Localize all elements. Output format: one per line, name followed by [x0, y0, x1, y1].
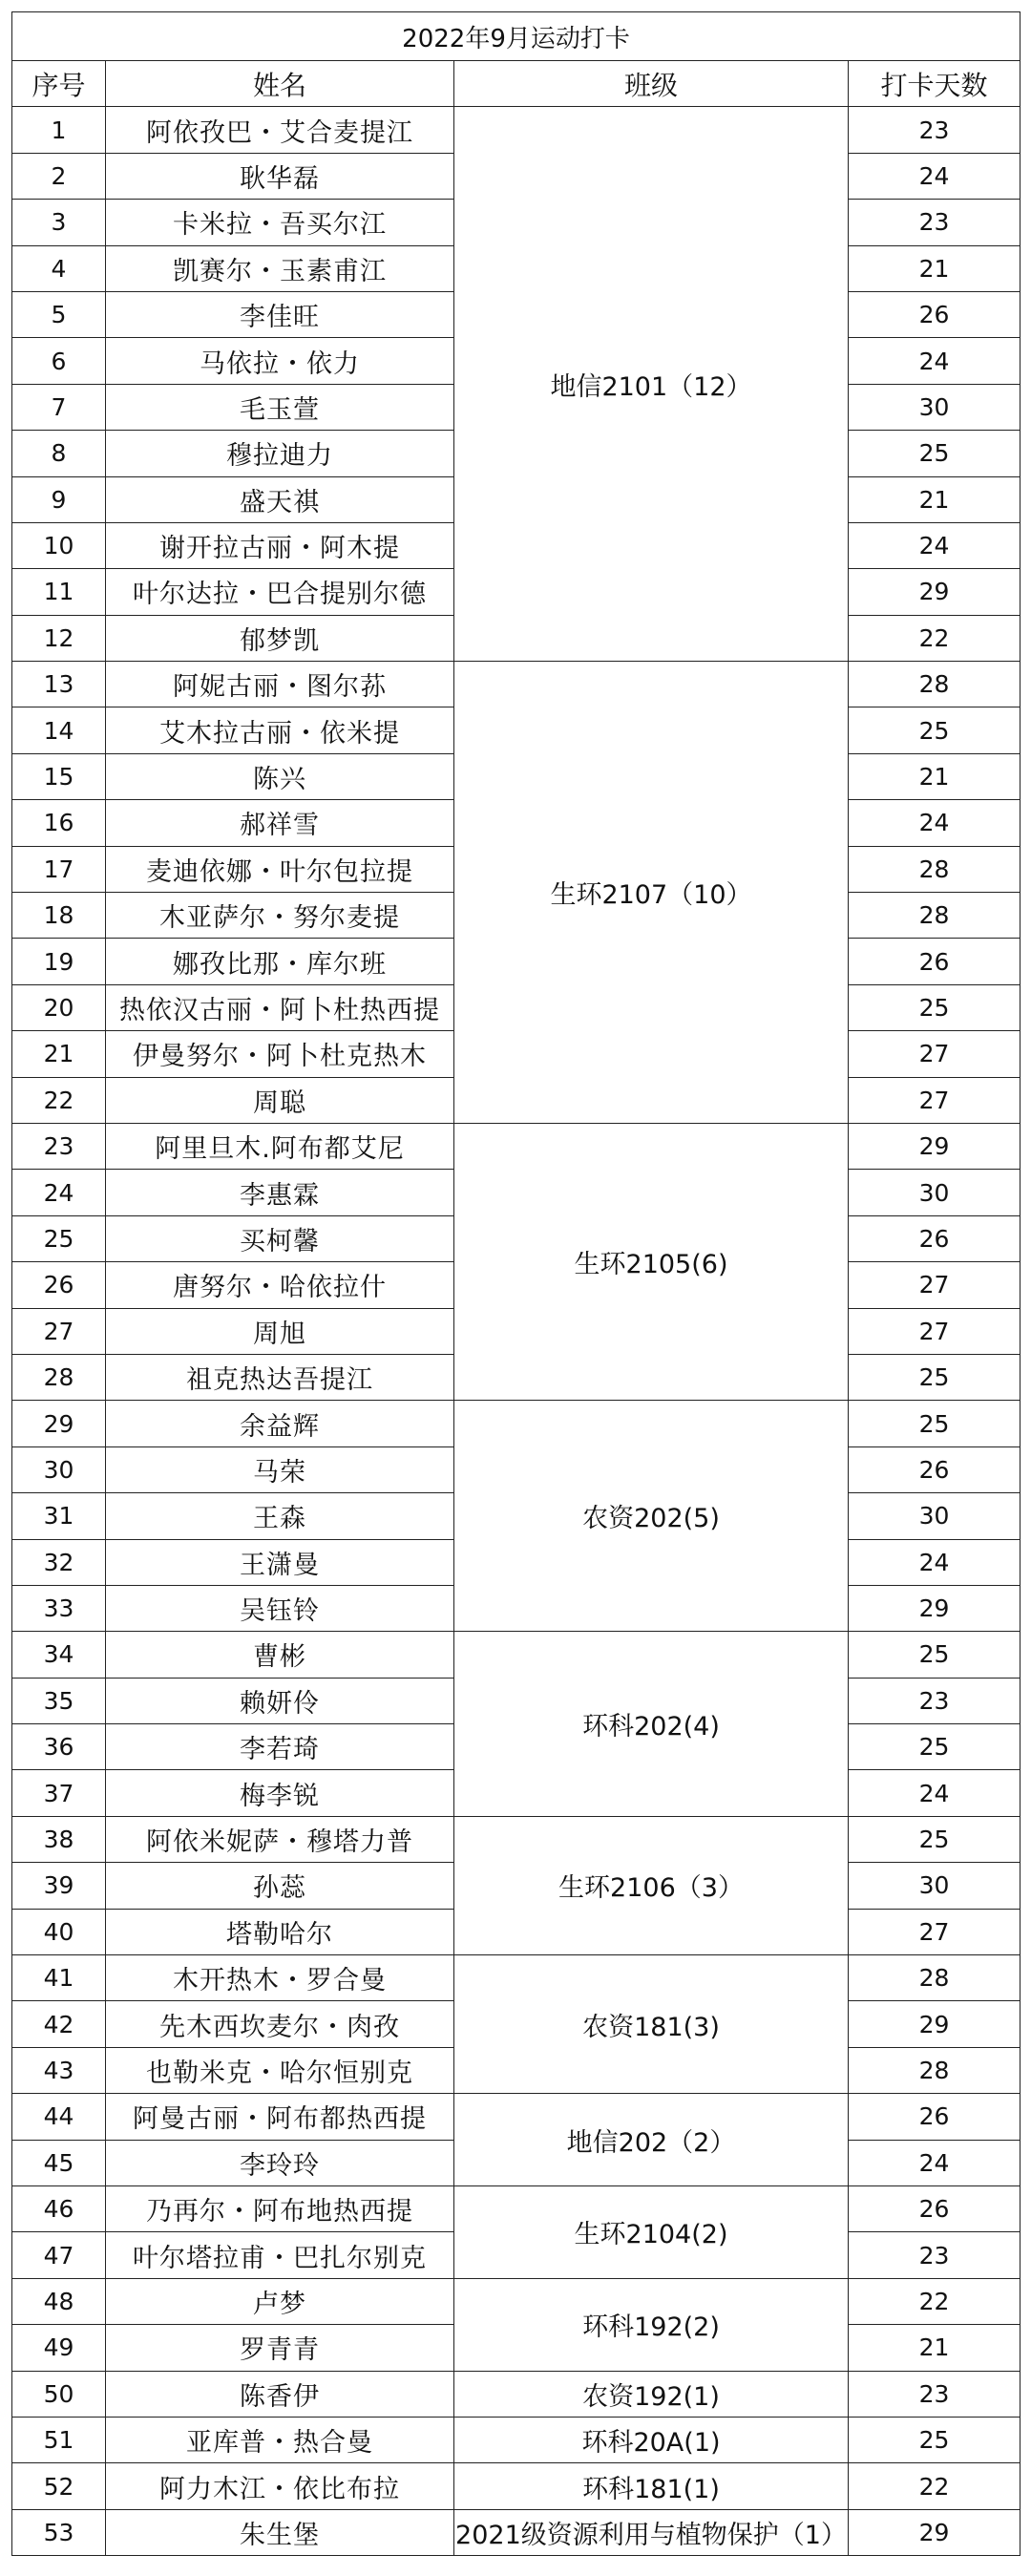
class-name: 2021级资源利用与植物保护（1）	[454, 2509, 849, 2555]
student-name: 王潇曼	[106, 1539, 454, 1585]
student-name: 马依拉・依力	[106, 338, 454, 384]
student-name: 卡米拉・吾买尔江	[106, 200, 454, 245]
row-index: 34	[12, 1632, 106, 1678]
table-row	[12, 662, 1020, 707]
student-name: 买柯馨	[106, 1215, 454, 1261]
row-index: 11	[12, 569, 106, 615]
class-name: 环科181(1)	[454, 2463, 849, 2509]
row-index: 43	[12, 2047, 106, 2093]
row-index: 40	[12, 1909, 106, 1954]
checkin-days: 24	[849, 1770, 1020, 1816]
checkin-days: 22	[849, 2278, 1020, 2324]
table-row	[12, 2185, 1020, 2231]
table-row	[12, 1123, 1020, 1169]
row-index: 44	[12, 2094, 106, 2140]
checkin-days: 26	[849, 1446, 1020, 1492]
checkin-days: 28	[849, 662, 1020, 707]
student-name: 李惠霖	[106, 1170, 454, 1215]
table-row	[12, 2278, 1020, 2324]
row-index: 6	[12, 338, 106, 384]
student-name: 木开热木・罗合曼	[106, 1955, 454, 2001]
checkin-days: 27	[849, 1308, 1020, 1354]
checkin-days: 25	[849, 431, 1020, 476]
header-name: 姓名	[106, 61, 454, 107]
row-index: 22	[12, 1077, 106, 1123]
student-name: 艾木拉古丽・依米提	[106, 707, 454, 753]
table-body	[12, 12, 1020, 2556]
student-name: 周聪	[106, 1077, 454, 1123]
row-index: 35	[12, 1678, 106, 1723]
row-index: 25	[12, 1215, 106, 1261]
class-name: 生环2106（3）	[454, 1816, 849, 1954]
student-name: 也勒米克・哈尔恒别克	[106, 2047, 454, 2093]
class-name: 环科20A(1)	[454, 2417, 849, 2462]
checkin-days: 24	[849, 338, 1020, 384]
row-index: 5	[12, 291, 106, 337]
table-row	[12, 2509, 1020, 2555]
checkin-days: 24	[849, 2140, 1020, 2185]
checkin-days: 26	[849, 291, 1020, 337]
row-index: 14	[12, 707, 106, 753]
student-name: 乃再尔・阿布地热西提	[106, 2185, 454, 2231]
checkin-days: 24	[849, 522, 1020, 568]
table-row	[12, 107, 1020, 153]
student-name: 阿妮古丽・图尔荪	[106, 662, 454, 707]
student-name: 塔勒哈尔	[106, 1909, 454, 1954]
class-name: 生环2104(2)	[454, 2185, 849, 2278]
checkin-days: 21	[849, 753, 1020, 799]
student-name: 阿依米妮萨・穆塔力普	[106, 1816, 454, 1862]
student-name: 阿曼古丽・阿布都热西提	[106, 2094, 454, 2140]
student-name: 周旭	[106, 1308, 454, 1354]
class-name: 农资192(1)	[454, 2371, 849, 2417]
row-index: 36	[12, 1724, 106, 1770]
row-index: 18	[12, 893, 106, 939]
student-name: 热依汉古丽・阿卜杜热西提	[106, 984, 454, 1030]
table-title: 2022年9月运动打卡	[12, 12, 1020, 61]
table-row	[12, 1401, 1020, 1446]
student-name: 阿力木江・依比布拉	[106, 2463, 454, 2509]
row-index: 27	[12, 1308, 106, 1354]
row-index: 8	[12, 431, 106, 476]
row-index: 15	[12, 753, 106, 799]
table-row	[12, 1955, 1020, 2001]
checkin-days: 28	[849, 893, 1020, 939]
student-name: 叶尔达拉・巴合提别尔德	[106, 569, 454, 615]
row-index: 53	[12, 2509, 106, 2555]
row-index: 45	[12, 2140, 106, 2185]
student-name: 毛玉萱	[106, 384, 454, 430]
checkin-days: 25	[849, 1816, 1020, 1862]
row-index: 30	[12, 1446, 106, 1492]
class-name: 农资181(3)	[454, 1955, 849, 2094]
student-name: 马荣	[106, 1446, 454, 1492]
student-name: 耿华磊	[106, 153, 454, 199]
row-index: 41	[12, 1955, 106, 2001]
checkin-days: 22	[849, 615, 1020, 661]
row-index: 7	[12, 384, 106, 430]
table-row	[12, 2094, 1020, 2140]
checkin-days: 29	[849, 1123, 1020, 1169]
row-index: 24	[12, 1170, 106, 1215]
row-index: 39	[12, 1863, 106, 1909]
row-index: 19	[12, 939, 106, 984]
checkin-days: 25	[849, 2417, 1020, 2462]
header-index: 序号	[12, 61, 106, 107]
student-name: 祖克热达吾提江	[106, 1354, 454, 1400]
row-index: 13	[12, 662, 106, 707]
checkin-days: 21	[849, 245, 1020, 291]
checkin-days: 23	[849, 2232, 1020, 2278]
checkin-days: 30	[849, 384, 1020, 430]
student-name: 朱生堡	[106, 2509, 454, 2555]
row-index: 28	[12, 1354, 106, 1400]
checkin-days: 28	[849, 2047, 1020, 2093]
table-row	[12, 2463, 1020, 2509]
student-name: 曹彬	[106, 1632, 454, 1678]
row-index: 33	[12, 1585, 106, 1631]
row-index: 38	[12, 1816, 106, 1862]
student-name: 孙蕊	[106, 1863, 454, 1909]
row-index: 50	[12, 2371, 106, 2417]
checkin-days: 23	[849, 200, 1020, 245]
student-name: 盛天祺	[106, 476, 454, 522]
student-name: 罗青青	[106, 2325, 454, 2371]
row-index: 29	[12, 1401, 106, 1446]
checkin-days: 26	[849, 2185, 1020, 2231]
student-name: 凯赛尔・玉素甫江	[106, 245, 454, 291]
checkin-days: 30	[849, 1170, 1020, 1215]
student-name: 李若琦	[106, 1724, 454, 1770]
row-index: 1	[12, 107, 106, 153]
class-name: 地信2101（12）	[454, 107, 849, 662]
header-row	[12, 61, 1020, 107]
checkin-days: 21	[849, 476, 1020, 522]
student-name: 卢梦	[106, 2278, 454, 2324]
student-name: 先木西坎麦尔・肉孜	[106, 2001, 454, 2047]
student-name: 亚库普・热合曼	[106, 2417, 454, 2462]
student-name: 梅李锐	[106, 1770, 454, 1816]
row-index: 4	[12, 245, 106, 291]
checkin-days: 24	[849, 153, 1020, 199]
checkin-days: 24	[849, 1539, 1020, 1585]
student-name: 余益辉	[106, 1401, 454, 1446]
row-index: 48	[12, 2278, 106, 2324]
student-name: 阿里旦木.阿布都艾尼	[106, 1123, 454, 1169]
checkin-days: 30	[849, 1863, 1020, 1909]
row-index: 26	[12, 1262, 106, 1308]
checkin-days: 25	[849, 1724, 1020, 1770]
row-index: 2	[12, 153, 106, 199]
row-index: 9	[12, 476, 106, 522]
checkin-days: 30	[849, 1493, 1020, 1539]
checkin-days: 23	[849, 107, 1020, 153]
class-name: 地信202（2）	[454, 2094, 849, 2186]
checkin-days: 28	[849, 846, 1020, 892]
row-index: 31	[12, 1493, 106, 1539]
checkin-days: 29	[849, 2509, 1020, 2555]
row-index: 3	[12, 200, 106, 245]
student-name: 赖妍伶	[106, 1678, 454, 1723]
table-row	[12, 1632, 1020, 1678]
student-name: 唐努尔・哈依拉什	[106, 1262, 454, 1308]
table-row	[12, 2417, 1020, 2462]
row-index: 37	[12, 1770, 106, 1816]
row-index: 46	[12, 2185, 106, 2231]
student-name: 谢开拉古丽・阿木提	[106, 522, 454, 568]
checkin-days: 26	[849, 2094, 1020, 2140]
checkin-days: 23	[849, 1678, 1020, 1723]
header-days: 打卡天数	[849, 61, 1020, 107]
class-name: 生环2107（10）	[454, 662, 849, 1124]
student-name: 穆拉迪力	[106, 431, 454, 476]
student-name: 李玲玲	[106, 2140, 454, 2185]
checkin-days: 22	[849, 2463, 1020, 2509]
student-name: 阿依孜巴・艾合麦提江	[106, 107, 454, 153]
checkin-days: 27	[849, 1262, 1020, 1308]
class-name: 环科202(4)	[454, 1632, 849, 1817]
row-index: 51	[12, 2417, 106, 2462]
row-index: 16	[12, 800, 106, 846]
class-name: 农资202(5)	[454, 1401, 849, 1632]
row-index: 42	[12, 2001, 106, 2047]
row-index: 20	[12, 984, 106, 1030]
checkin-days: 27	[849, 1031, 1020, 1077]
header-class: 班级	[454, 61, 849, 107]
checkin-days: 25	[849, 707, 1020, 753]
row-index: 21	[12, 1031, 106, 1077]
checkin-days: 29	[849, 569, 1020, 615]
class-name: 环科192(2)	[454, 2278, 849, 2371]
student-name: 王森	[106, 1493, 454, 1539]
checkin-days: 27	[849, 1909, 1020, 1954]
student-name: 陈香伊	[106, 2371, 454, 2417]
row-index: 12	[12, 615, 106, 661]
checkin-days: 25	[849, 1401, 1020, 1446]
table-row	[12, 1816, 1020, 1862]
student-name: 麦迪依娜・叶尔包拉提	[106, 846, 454, 892]
student-name: 陈兴	[106, 753, 454, 799]
checkin-days: 28	[849, 1955, 1020, 2001]
student-name: 叶尔塔拉甫・巴扎尔别克	[106, 2232, 454, 2278]
student-name: 伊曼努尔・阿卜杜克热木	[106, 1031, 454, 1077]
student-name: 李佳旺	[106, 291, 454, 337]
checkin-days: 27	[849, 1077, 1020, 1123]
checkin-days: 25	[849, 984, 1020, 1030]
checkin-days: 29	[849, 2001, 1020, 2047]
table-row	[12, 2371, 1020, 2417]
row-index: 17	[12, 846, 106, 892]
checkin-days: 23	[849, 2371, 1020, 2417]
student-name: 娜孜比那・库尔班	[106, 939, 454, 984]
class-name: 生环2105(6)	[454, 1123, 849, 1400]
student-name: 郝祥雪	[106, 800, 454, 846]
checkin-days: 25	[849, 1632, 1020, 1678]
checkin-days: 25	[849, 1354, 1020, 1400]
checkin-days: 29	[849, 1585, 1020, 1631]
checkin-days: 26	[849, 939, 1020, 984]
student-name: 郁梦凯	[106, 615, 454, 661]
checkin-days: 21	[849, 2325, 1020, 2371]
student-name: 吴钰铃	[106, 1585, 454, 1631]
checkin-days: 26	[849, 1215, 1020, 1261]
row-index: 47	[12, 2232, 106, 2278]
row-index: 52	[12, 2463, 106, 2509]
checkin-days: 24	[849, 800, 1020, 846]
checkin-table	[11, 11, 1020, 2556]
row-index: 23	[12, 1123, 106, 1169]
row-index: 49	[12, 2325, 106, 2371]
row-index: 32	[12, 1539, 106, 1585]
row-index: 10	[12, 522, 106, 568]
student-name: 木亚萨尔・努尔麦提	[106, 893, 454, 939]
